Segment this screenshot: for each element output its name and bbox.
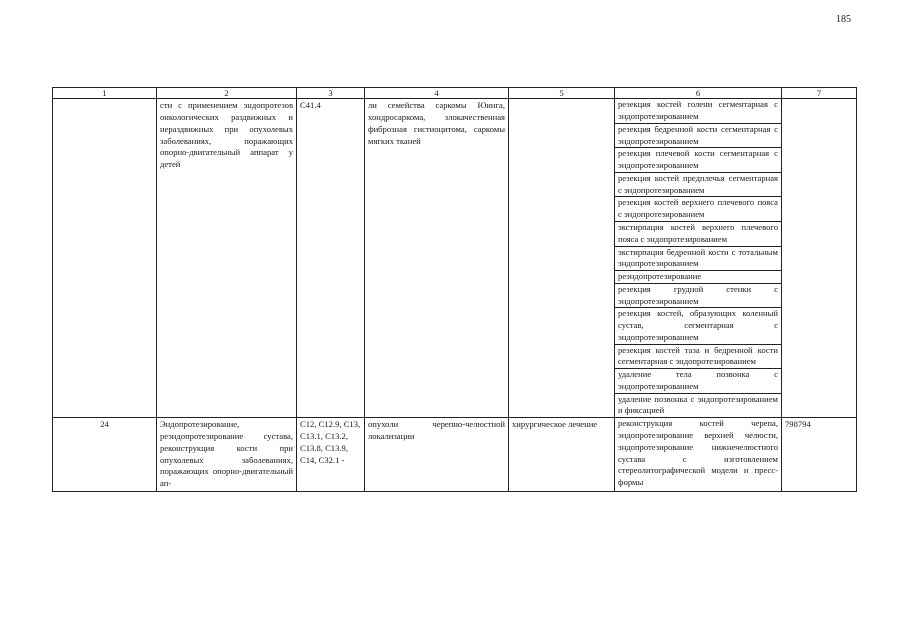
medical-care-table <box>52 87 857 492</box>
method-item: реэндопротезирование <box>615 270 781 283</box>
icd-codes: C41.4 <box>297 99 365 418</box>
method-item: резекция плечевой кости сегментарная с эндопротезированием <box>615 147 781 172</box>
care-type-name: Эндопротезирование, реэндопротезирование сустава, реконструкция кости при опухолевых заболеваниях, поражающих опорно-двигательный ап- <box>157 418 297 492</box>
icd-codes: C12, C12.9, C13, C13.1, C13.2, C13.8, C13.9, C14, C32.1 - <box>297 418 365 492</box>
column-header: 3 <box>297 88 365 99</box>
column-header: 1 <box>53 88 157 99</box>
row-number <box>53 99 157 418</box>
method-item: резекция костей верхнего плечевого пояса с эндопротезированием <box>615 196 781 221</box>
column-header: 4 <box>365 88 509 99</box>
page-number: 185 <box>836 14 851 25</box>
column-header: 6 <box>615 88 782 99</box>
column-header: 7 <box>782 88 857 99</box>
care-type-name: сти с применением эндопротезов онкологических раздвижных и нераздвижных при опухолевых заболеваниях, поражающих опорно-двигательный аппарат у детей <box>157 99 297 418</box>
method-item: удаление позвонка с эндопротезированием и фиксацией <box>615 393 781 418</box>
treatment-type: хирургическое лечение <box>509 418 615 492</box>
table-row <box>53 418 857 492</box>
method-item: экстирпация костей верхнего плечевого пояса с эндопротезированием <box>615 221 781 246</box>
method-item: резекция костей предплечья сегментарная с эндопротезированием <box>615 172 781 197</box>
treatment-type <box>509 99 615 418</box>
cost-value <box>782 99 857 418</box>
table-row <box>53 99 857 418</box>
method-item: резекция грудной стенки с эндопротезированием <box>615 283 781 308</box>
method-item: реконструкция костей черепа, эндопротезирование верхней челюсти, эндопротезирование нижнечелюстного сустава с изготовлением стереолитографической модели и пресс-формы <box>618 418 778 488</box>
column-number-row <box>53 88 857 99</box>
cost-value: 798794 <box>782 418 857 492</box>
treatment-methods <box>615 99 782 418</box>
method-item: резекция костей голени сегментарная с эндопротезированием <box>618 99 778 122</box>
row-number: 24 <box>53 418 157 492</box>
column-header: 2 <box>157 88 297 99</box>
patient-model: опухоли черепно-челюстной локализации <box>365 418 509 492</box>
column-header: 5 <box>509 88 615 99</box>
method-item: резекция костей, образующих коленный сустав, сегментарная с эндопротезированием <box>615 307 781 343</box>
patient-model: ли семейства саркомы Юинга, хондросаркома, злокачественная фиброзная гистиоцитома, саркомы мягких тканей <box>365 99 509 418</box>
method-item: резекция костей таза и бедренной кости сегментарная с эндопротезированием <box>615 344 781 369</box>
method-item: резекция бедренной кости сегментарная с эндопротезированием <box>615 123 781 148</box>
method-item: удаление тела позвонка с эндопротезированием <box>615 368 781 393</box>
treatment-methods <box>615 418 782 492</box>
method-item: экстирпация бедренной кости с тотальным эндопротезированием <box>615 246 781 271</box>
